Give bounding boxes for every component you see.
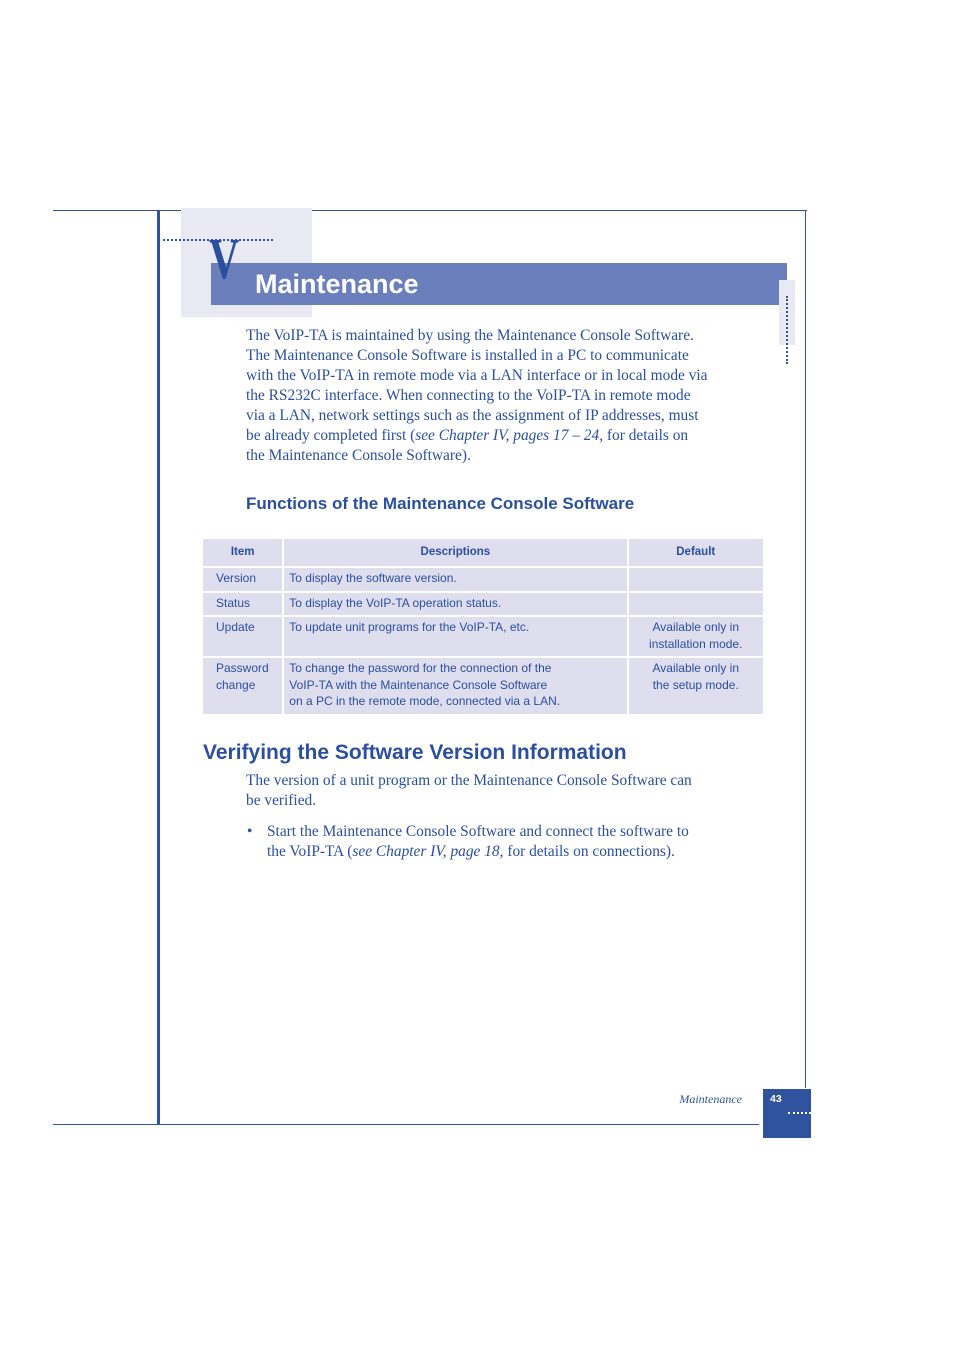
page-number: 43	[770, 1093, 782, 1105]
column-header-default: Default	[629, 539, 764, 568]
table-row	[203, 658, 763, 716]
intro-line: via a LAN, network settings such as the assignment of IP addresses, must	[246, 407, 699, 424]
cell-default	[629, 617, 764, 658]
intro-line: The VoIP-TA is maintained by using the Maintenance Console Software.	[246, 327, 694, 344]
left-rule	[157, 210, 160, 1125]
intro-line	[246, 426, 766, 446]
table-row	[203, 593, 763, 618]
cell-line: Update	[216, 620, 255, 634]
cell-description	[284, 593, 628, 618]
table-row	[203, 617, 763, 658]
column-header-item: Item	[203, 539, 284, 568]
cell-line: change	[216, 677, 256, 692]
cell-line: Password	[216, 661, 269, 675]
cell-description	[284, 568, 628, 593]
bullet-icon: •	[247, 823, 253, 840]
intro-line: The Maintenance Console Software is installed in a PC to communicate	[246, 347, 689, 364]
cell-line: Available only in	[652, 661, 739, 675]
side-dotted-rule	[786, 296, 788, 364]
cell-item	[203, 617, 284, 658]
cell-line: on a PC in the remote mode, connected via a LAN.	[289, 694, 561, 708]
table-header-row	[203, 539, 763, 568]
verify-paragraph	[246, 771, 766, 811]
cell-line: Version	[216, 571, 257, 585]
bullet-item	[267, 822, 767, 862]
cell-description	[284, 617, 628, 658]
cell-default	[629, 593, 764, 618]
functions-heading: Functions of the Maintenance Console Software	[246, 494, 635, 513]
cell-line: installation mode.	[649, 636, 743, 651]
cell-description	[284, 658, 628, 716]
footer-section-label: Maintenance	[679, 1092, 742, 1106]
intro-text: for details on	[603, 427, 689, 444]
column-header-descriptions: Descriptions	[284, 539, 628, 568]
bullet-line: Start the Maintenance Console Software and connect the software to	[267, 823, 689, 840]
right-rule	[805, 210, 806, 1088]
cell-item	[203, 568, 284, 593]
cell-line: To display the software version.	[289, 571, 457, 585]
intro-line: the Maintenance Console Software).	[246, 447, 471, 464]
chapter-numeral: V	[209, 226, 240, 291]
functions-table	[203, 539, 763, 716]
verify-line: be verified.	[246, 792, 317, 809]
bullet-cross-reference: see Chapter IV, page 18,	[352, 843, 504, 860]
bottom-rule	[53, 1124, 759, 1125]
intro-text: be already completed first (	[246, 427, 416, 444]
cell-line: Status	[216, 595, 251, 610]
cell-line: To update unit programs for the VoIP-TA, etc.	[289, 620, 530, 634]
table-row	[203, 568, 763, 593]
cell-line: the setup mode.	[652, 677, 739, 692]
verify-heading: Verifying the Software Version Information	[203, 741, 627, 764]
page-dotted-rule	[788, 1112, 811, 1114]
bullet-text: for details on connections).	[503, 843, 675, 860]
intro-line: the RS232C interface. When connecting to the VoIP-TA in remote mode	[246, 387, 691, 404]
cell-item	[203, 658, 284, 716]
intro-cross-reference: see Chapter IV, pages 17 – 24,	[415, 427, 604, 444]
bullet-line	[267, 842, 767, 862]
cell-line: VoIP-TA with the Maintenance Console Software	[289, 677, 548, 692]
cell-item	[203, 593, 284, 618]
verify-line: The version of a unit program or the Maintenance Console Software can	[246, 772, 692, 789]
intro-paragraph	[246, 326, 766, 466]
intro-line: with the VoIP-TA in remote mode via a LAN interface or in local mode via	[246, 367, 708, 384]
cell-line: To change the password for the connection of the	[289, 661, 552, 675]
top-rule	[53, 210, 807, 211]
bullet-text: the VoIP-TA (	[267, 843, 353, 860]
page-title: Maintenance	[255, 269, 419, 299]
cell-line: Available only in	[652, 620, 739, 634]
cell-default	[629, 568, 764, 593]
cell-default	[629, 658, 764, 716]
cell-line: To display the VoIP-TA operation status.	[289, 595, 502, 610]
